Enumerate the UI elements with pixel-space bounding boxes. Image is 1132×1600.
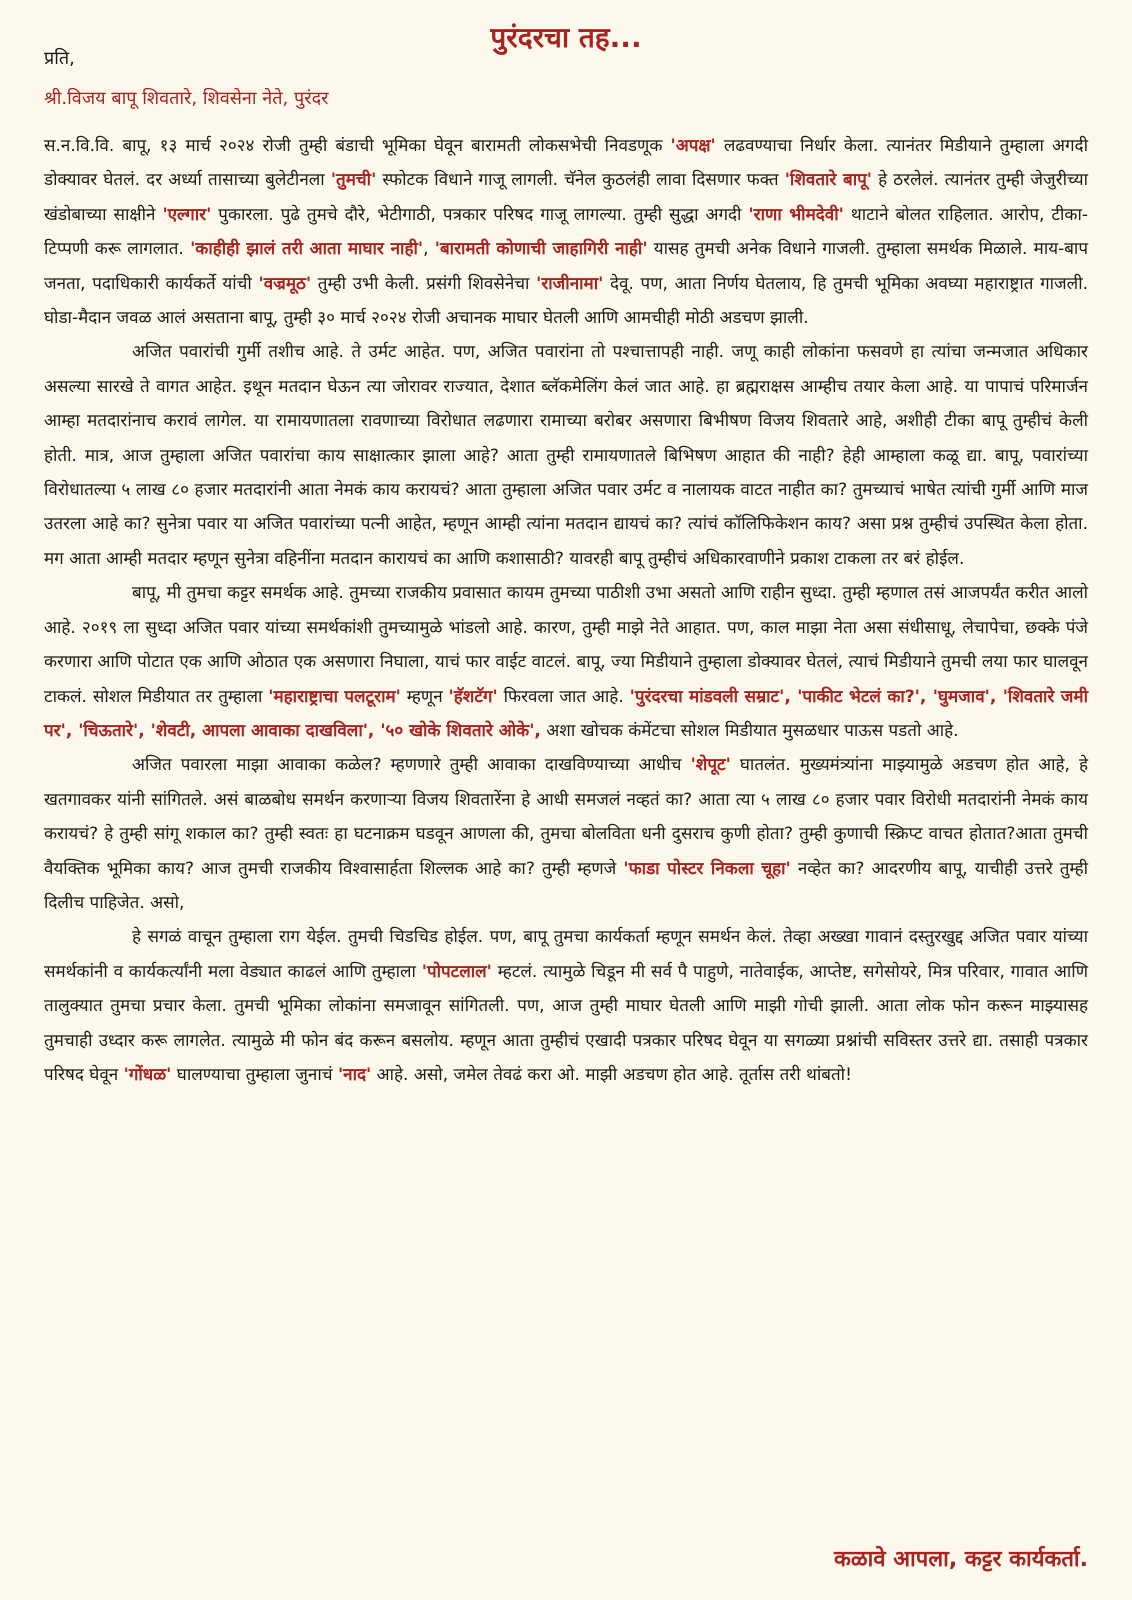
paragraph — [44, 335, 1088, 576]
text-run: अशा खोचक कंमेंटचा सोशल मिडीयात मुसळधार पाऊस पडतो आहे. — [540, 720, 959, 741]
highlighted-phrase: 'महाराष्ट्राचा पलटूराम' — [268, 686, 401, 707]
salutation: प्रति, — [44, 48, 75, 69]
highlighted-phrase: 'शिवतारे बापू' — [784, 170, 872, 191]
text-run: आहे. असो, जमेल तेवढं करा ओ. माझी अडचण होत आहे. तूर्तास तरी थांबतो! — [371, 1064, 852, 1085]
recipient-line: श्री.विजय बापू शिवतारे, शिवसेना नेते, पुरंदर — [44, 88, 329, 109]
text-run: घालण्याचा तुम्हाला जुनाचं — [171, 1064, 338, 1085]
text-run: फिरवला जात आहे. — [497, 686, 630, 707]
text-run: घातलंत. मुख्यमंत्र्यांना माझ्यामुळे अडचण होत आहे, हे खतगावकर यांनी सांगितले. असं बाळबोध समर्थन करणाऱ्या विजय शिवतारेंना हे आधी समजलं नव्हतं का? आता त्या ५ लाख ८० हजार पवार विरोधी मतदारांनी नेमकं काय करायचं? हे तुम्ही सांगू शकाल का? तुम्ही स्वतः हा घटनाक्रम घडवून आणला की, तुमचा बोलविता धनी दुसराच कुणी होता? तुम्ही कुणाची स्क्रिप्ट वाचत होतात?आता तुमची वैयक्तिक भूमिका काय? आज तुमची राजकीय विश्वासार्हता शिल्लक आहे का? तुम्ही म्हणजे — [44, 755, 1088, 879]
text-run: अजित पवारांची गुर्मी तशीच आहे. ते उर्मट आहेत. पण, अजित पवारांना तो पश्चात्तापही नाही. जणू काही लोकांना फसवणे हा त्यांचा जन्मजात अधिकार असल्या सारखे ते वागत आहेत. इथून मतदान घेऊन त्या जोरावर राज्यात, देशात ब्लॅकमेलिंग केलं जात आहे. हा ब्रह्मराक्षस आम्हीच तयार केला आहे. या पापाचं परिमार्जन आम्हा मतदारांनाच करावं लागेल. या रामायणातला रावणाच्या विरोधात लढणारा रामाच्या बरोबर असणारा बिभीषण विजय शिवतारे आहे, अशीही टीका बापू तुम्हीचं केली होती. मात्र, आज तुम्हाला अजित पवारांचा काय साक्षात्कार झाला आहे? आता तुम्ही रामायणातले बिभिषण आहात की नाही? हेही आम्हाला कळू द्या. बापू, पवारांच्या विरोधातल्या ५ लाख ८० हजार मतदारांनी आता नेमकं काय करायचं? आता तुम्हाला अजित पवार उर्मट व नालायक वाटत नाहीत का? तुमच्याचं भाषेत त्यांची गुर्मी आणि माज उतरला आहे का? सुनेत्रा पवार या अजित पवारांच्या पत्नी आहेत, म्हणून आम्ही त्यांना मतदान द्यायचं का? त्यांचं कॉलिफिकेशन काय? असा प्रश्न तुम्हीचं उपस्थित केला होता. मग आता आम्ही मतदार म्हणून सुनेत्रा वहिनींना मतदान कारायचं का आणि कशासाठी? यावरही बापू तुम्हीचं अधिकारवाणीने प्रकाश टाकला तर बरं होईल. — [44, 342, 1088, 569]
signature: कळावे आपला, कट्टर कार्यकर्ता. — [834, 1547, 1088, 1572]
paragraph — [44, 748, 1088, 920]
text-run: हे ठरलेलं. त्यानंतर तुम्ही जेजुरीच्या खंडोबाच्या साक्षीने — [44, 170, 1089, 225]
highlighted-phrase: 'काहीही झालं तरी आता माघार नाही' — [190, 239, 424, 260]
text-run: अजित पवारला माझा आवाका कळेल? म्हणणारे तुम्ही आवाका दाखविण्याच्या आधीच — [132, 755, 691, 776]
highlighted-phrase: 'तुमची' — [330, 170, 377, 191]
text-run: तुम्ही उभी केली. प्रसंगी शिवसेनेचा — [311, 273, 537, 294]
text-run: नव्हेत का? आदरणीय बापू, याचीही उत्तरे तुम्ही दिलीच पाहिजेत. असो, — [44, 858, 1088, 913]
text-run: पुकारला. पुढे तुमचे दौरे, भेटीगाठी, पत्रकार परिषद गाजू लागल्या. तुम्ही सुद्धा अगदी — [211, 204, 749, 225]
highlighted-phrase: 'अपक्ष' — [670, 136, 716, 156]
highlighted-phrase: 'पोपटलाल' — [421, 961, 492, 982]
highlighted-phrase: 'बारामती कोणाची जाहागिरी नाही' — [434, 239, 648, 260]
text-run: हे सगळं वाचून तुम्हाला राग येईल. तुमची चिडचिड होईल. पण, बापू तुमचा कार्यकर्ता म्हणून समर्थन केलं. तेव्हा अख्खा गावानं दस्तुरखुद्द अजित पवार यांच्या समर्थकांनी व कार्यकर्त्यांनी मला वेड्यात काढलं आणि तुम्हाला — [44, 927, 1088, 982]
text-run: म्हणून — [400, 686, 449, 707]
highlighted-phrase: 'राणा भीमदेवी' — [748, 204, 844, 225]
highlighted-phrase: 'फाडा पोस्टर निकला चूहा' — [623, 858, 791, 879]
text-run: स.न.वि.वि. बापू, १३ मार्च २०२४ रोजी तुम्ही बंडाची भूमिका घेवून बारामती लोकसभेची निवडणूक — [44, 136, 671, 156]
page-title: पुरंदरचा तह... — [490, 21, 642, 54]
letter-body — [44, 129, 1088, 1092]
highlighted-phrase: 'एल्गार' — [162, 204, 212, 225]
highlighted-phrase: 'नाद' — [337, 1064, 372, 1085]
text-run: म्हटलं. त्यामुळे चिडून मी सर्व पै पाहुणे, नातेवाईक, आप्तेष्ट, सगेसोयरे, मित्र परिवार, गावात आणि तालुक्यात तुमचा प्रचार केला. तुमची भूमिका लोकांना समजावून सांगितली. पण, आज तुम्ही माघार घेतली आणि माझी गोची झाली. आता लोक फोन करून माझ्यासह तुमचाही उध्दार करू लागलेत. त्यामुळे मी फोन बंद करून बसलोय. म्हणून आता तुम्हीचं एखादी पत्रकार परिषद घेवून या सगळ्या प्रश्नांची सविस्तर उत्तरे द्या. तसाही पत्रकार परिषद घेवून — [44, 961, 1088, 1085]
text-run: लढवण्याचा निर्धार केला. त्यानंतर मिडीयाने तुम्हाला अगदी डोक्यावर घेतलं. दर अर्ध्या तासाच्या बुलेटीनला — [44, 136, 1088, 191]
highlighted-phrase: 'पुरंदरचा मांडवली सम्राट', 'पाकीट भेटलं का?', 'घुमजाव', 'शिवतारे जमी पर', 'चिऊतारे', 'शेवटी, आपला आवाका दाखविला', '५० खोके शिवतारे ओके', — [44, 686, 1088, 741]
highlighted-phrase: 'गोंधळ' — [123, 1064, 172, 1085]
text-run: बापू, मी तुमचा कट्टर समर्थक आहे. तुमच्या राजकीय प्रवासात कायम तुमच्या पाठीशी उभा असतो आणि राहीन सुध्दा. तुम्ही म्हणाल तसं आजपर्यंत करीत आलो आहे. २०१९ ला सुध्दा अजित पवार यांच्या समर्थकांशी तुमच्यामुळे भांडलो आहे. कारण, तुम्ही माझे नेते आहात. पण, काल माझा नेता असा संधीसाधू, लेचापेचा, छक्के पंजे करणारा आणि पोटात एक आणि ओठात एक असणारा निघाला, याचं फार वाईट वाटलं. बापू, ज्या मिडीयाने तुम्हाला डोक्यावर घेतलं, त्याचं मिडीयाने तुमची लया फार घालवून टाकलं. सोशल मिडीयात तर तुम्हाला — [44, 583, 1088, 707]
text-run: यासह तुमची अनेक विधाने गाजली. तुम्हाला समर्थक मिळाले. माय-बाप जनता, पदाधिकारी कार्यकर्ते यांची — [44, 239, 1088, 294]
highlighted-phrase: 'शेपूट' — [690, 755, 731, 776]
text-run: स्फोटक विधाने गाजू लागली. चॅनेल कुठलंही लावा दिसणार फक्त — [376, 170, 785, 191]
text-run: , — [423, 239, 435, 260]
paragraph — [44, 129, 1088, 335]
text-run: थाटाने बोलत राहिलात. आरोप, टीका-टिप्पणी करू लागलात. — [44, 204, 1088, 260]
highlighted-phrase: 'राजीनामा' — [536, 273, 604, 294]
paragraph — [44, 920, 1088, 1092]
text-run: देवू. पण, आता निर्णय घेतलाय, हि तुमची भूमिका अवघ्या महाराष्ट्रात गाजली. घोडा-मैदान जवळ आलं असताना बापू, तुम्ही ३० मार्च २०२४ रोजी अचानक माघार घेतली आणि आमचीही मोठी अडचण झाली. — [44, 273, 1088, 329]
highlighted-phrase: 'हॅशटॅग' — [448, 686, 498, 707]
highlighted-phrase: 'वज्रमूठ' — [258, 273, 312, 294]
paragraph — [44, 576, 1088, 748]
